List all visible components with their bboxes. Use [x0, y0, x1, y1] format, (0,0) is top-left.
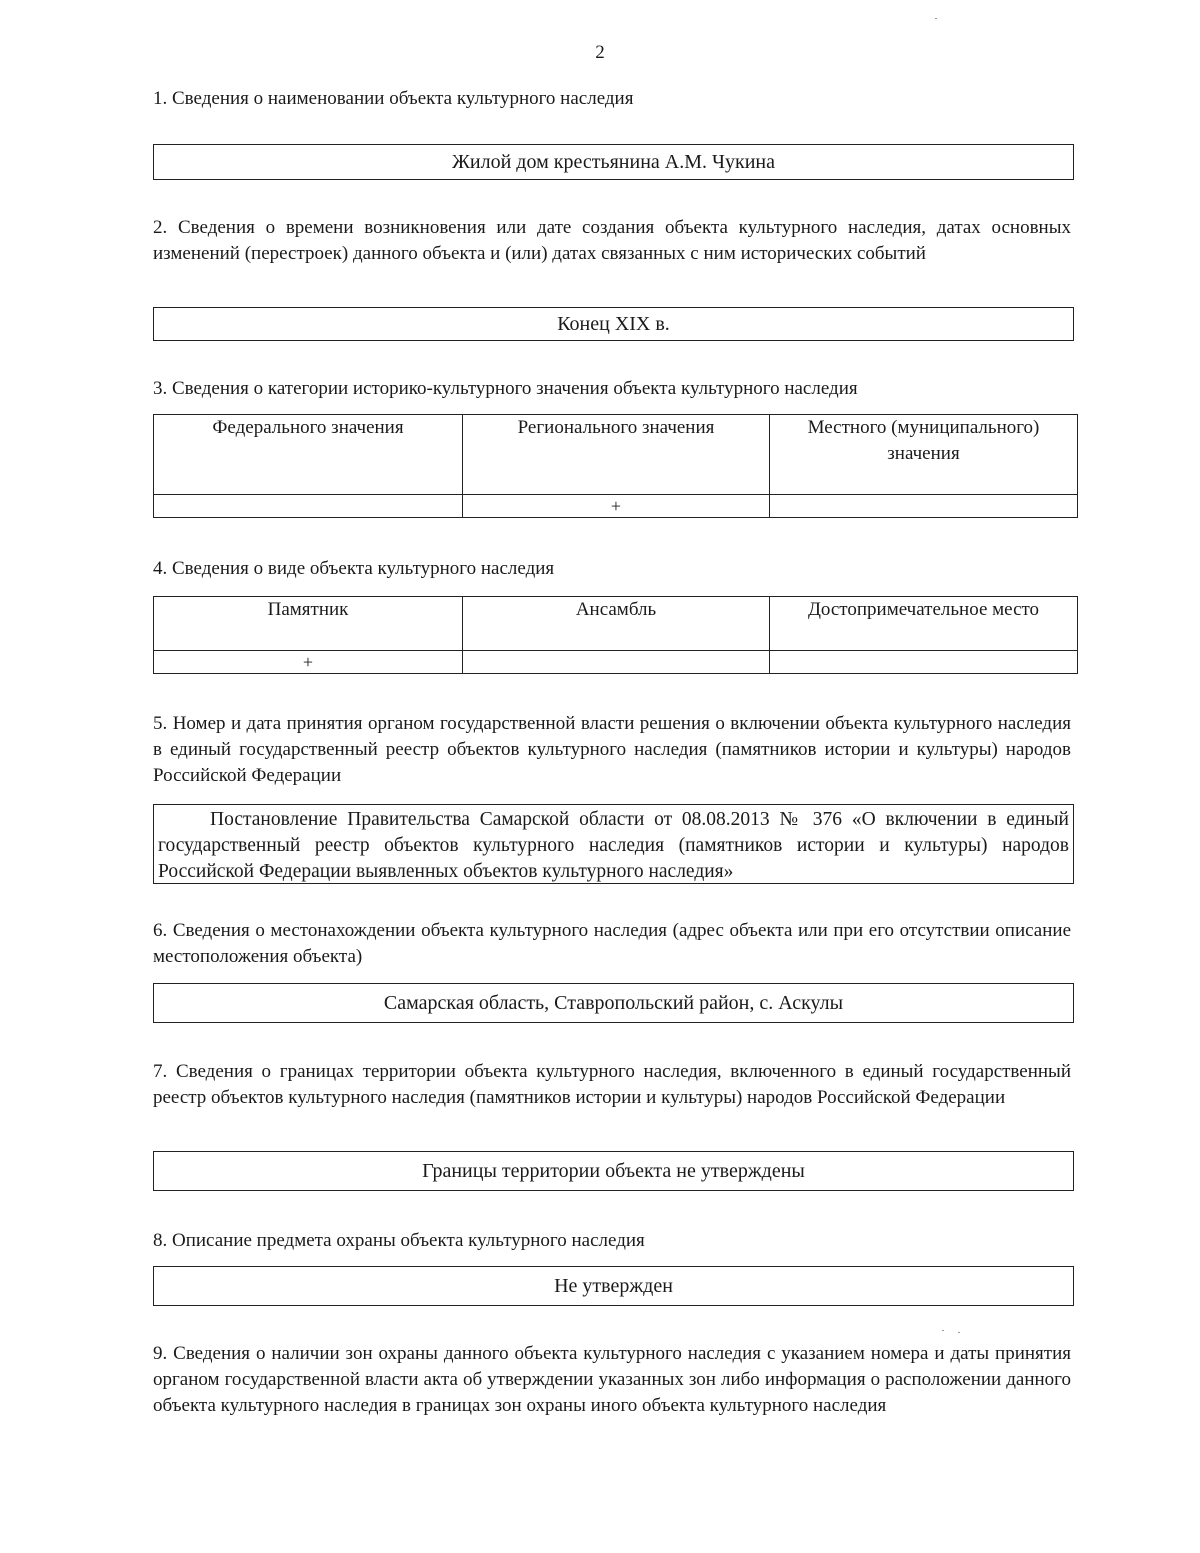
- page-number: 2: [595, 42, 605, 63]
- section-5-heading: 5. Номер и дата принятия органом государственной власти решения о включении объекта культурного наследия в единый государственный реестр объектов культурного наследия (памятников истории и культуры) народов Российской Федерации: [153, 713, 1071, 786]
- type-col-ensemble: Ансамбль: [463, 597, 770, 651]
- type-mark-monument: +: [154, 651, 463, 674]
- section-5-value-box: [153, 804, 1074, 884]
- section-2-heading: 2. Сведения о времени возникновения или дате создания объекта культурного наследия, датах основных изменений (перестроек) данного объекта и (или) датах связанных с ним исторических событий: [153, 217, 1071, 264]
- section-4-heading: 4. Сведения о виде объекта культурного наследия: [153, 558, 555, 579]
- section-3-heading: 3. Сведения о категории историко-культурного значения объекта культурного наследия: [153, 378, 858, 399]
- type-table: [153, 596, 1078, 674]
- section-6-heading: 6. Сведения о местонахождении объекта культурного наследия (адрес объекта или при его отсутствии описание местоположения объекта): [153, 920, 1071, 967]
- category-mark-federal: [154, 495, 463, 518]
- category-col-local: Местного (муниципального) значения: [770, 415, 1078, 495]
- category-mark-local: [770, 495, 1078, 518]
- section-6-value-box: [153, 983, 1074, 1023]
- section-2-value-box: [153, 307, 1074, 341]
- section-7-heading: 7. Сведения о границах территории объекта культурного наследия, включенного в единый государственный реестр объектов культурного наследия (памятников истории и культуры) народов Российской Федерации: [153, 1061, 1071, 1108]
- section-8-value-box: [153, 1266, 1074, 1306]
- category-table: [153, 414, 1078, 518]
- decree-value: Постановление Правительства Самарской области от 08.08.2013 № 376 «О включении в единый государственный реестр объектов культурного наследия (памятников истории и культуры) народов Российской Федерации выявленных объектов культурного наследия»: [158, 809, 1069, 882]
- type-mark-landmark: [770, 651, 1078, 674]
- category-col-federal: Федерального значения: [154, 415, 463, 495]
- category-mark-regional: +: [463, 495, 770, 518]
- section-1-value-box: [153, 144, 1074, 180]
- type-col-monument: Памятник: [154, 597, 463, 651]
- type-col-landmark: Достопримечательное место: [770, 597, 1078, 651]
- protection-subject-value: Не утвержден: [554, 1274, 673, 1297]
- scan-speck: [942, 1330, 944, 1331]
- section-1-heading: 1. Сведения о наименовании объекта культурного наследия: [153, 88, 634, 109]
- scan-speck: [958, 1332, 960, 1333]
- category-col-regional: Регионального значения: [463, 415, 770, 495]
- creation-date-value: Конец XIX в.: [557, 312, 670, 335]
- scan-speck: [935, 18, 937, 19]
- section-7-value-box: [153, 1151, 1074, 1191]
- type-mark-ensemble: [463, 651, 770, 674]
- boundaries-value: Границы территории объекта не утверждены: [422, 1159, 805, 1182]
- section-9-heading: 9. Сведения о наличии зон охраны данного объекта культурного наследия с указанием номера и даты принятия органом государственной власти акта об утверждении указанных зон либо информация о расположении данного объекта культурного наследия в границах зон охраны иного объекта культурного наследия: [153, 1343, 1071, 1416]
- section-8-heading: 8. Описание предмета охраны объекта культурного наследия: [153, 1230, 645, 1251]
- object-name-value: Жилой дом крестьянина А.М. Чукина: [452, 150, 775, 173]
- location-value: Самарская область, Ставропольский район, с. Аскулы: [383, 991, 844, 1014]
